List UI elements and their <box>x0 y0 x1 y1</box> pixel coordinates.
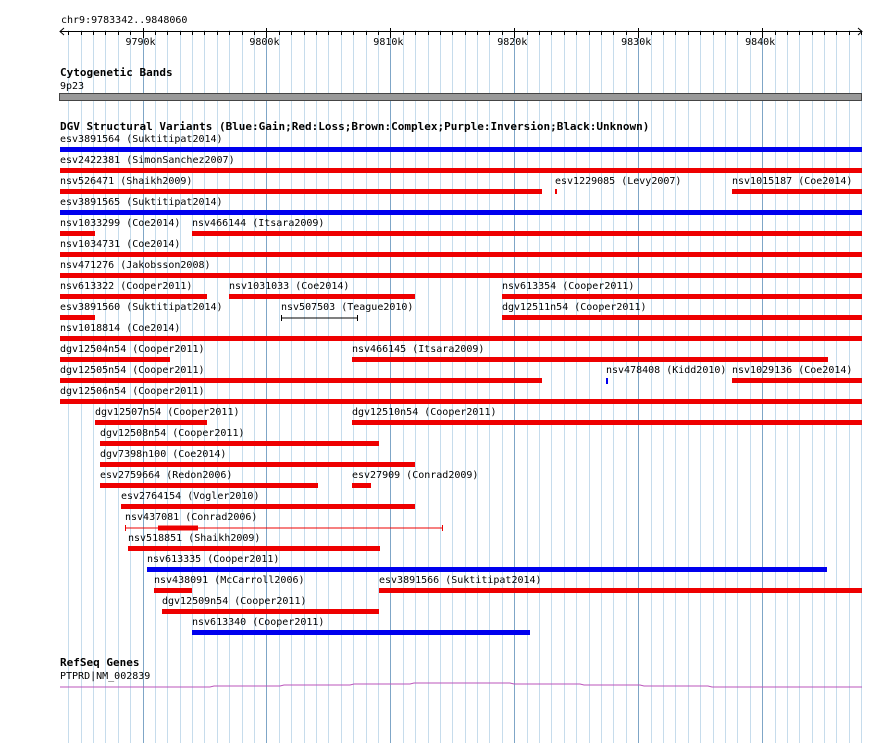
variant-label-nsv1018814[interactable]: nsv1018814 (Coe2014) <box>60 323 181 334</box>
variant-bar-esv3891564[interactable] <box>60 147 862 152</box>
ruler-tick-label: 9840k <box>745 37 776 48</box>
variant-bar-nsv613335[interactable] <box>147 567 827 572</box>
variant-bar-nsv1031033[interactable] <box>229 294 415 299</box>
cytoband-label: 9p23 <box>60 81 85 92</box>
ruler-tick-label: 9830k <box>621 37 652 48</box>
variant-bar-dgv12510n54[interactable] <box>352 420 862 425</box>
variant-label-nsv438091[interactable]: nsv438091 (McCarroll2006) <box>154 575 305 586</box>
gene-ptprd-line[interactable] <box>0 678 890 692</box>
variant-bar-dgv12504n54[interactable] <box>60 357 170 362</box>
variant-interval-nsv507503[interactable] <box>281 314 358 322</box>
variant-bar-nsv438091[interactable] <box>154 588 192 593</box>
variant-bar-nsv1029136[interactable] <box>732 378 862 383</box>
variant-label-nsv526471[interactable]: nsv526471 (Shaikh2009) <box>60 176 193 187</box>
variant-bar-esv2759664[interactable] <box>100 483 318 488</box>
variant-bar-dgv12509n54[interactable] <box>162 609 379 614</box>
variant-label-dgv12508n54[interactable]: dgv12508n54 (Cooper2011) <box>100 428 245 439</box>
variant-bar-dgv12506n54[interactable] <box>60 399 862 404</box>
variant-label-nsv613354[interactable]: nsv613354 (Cooper2011) <box>502 281 635 292</box>
dgv-track-title: DGV Structural Variants (Blue:Gain;Red:Loss;Brown:Complex;Purple:Inversion;Black:Unknown) <box>60 120 650 133</box>
variant-bar-esv3891565[interactable] <box>60 210 862 215</box>
variant-bar-nsv466145[interactable] <box>352 357 828 362</box>
variant-label-dgv12505n54[interactable]: dgv12505n54 (Cooper2011) <box>60 365 205 376</box>
variant-label-esv3891565[interactable]: esv3891565 (Suktitipat2014) <box>60 197 223 208</box>
variant-label-nsv1015187[interactable]: nsv1015187 (Coe2014) <box>732 176 853 187</box>
variant-label-esv2764154[interactable]: esv2764154 (Vogler2010) <box>121 491 260 502</box>
variant-label-dgv12506n54[interactable]: dgv12506n54 (Cooper2011) <box>60 386 205 397</box>
variant-bar-dgv12508n54[interactable] <box>100 441 379 446</box>
variant-label-nsv613322[interactable]: nsv613322 (Cooper2011) <box>60 281 193 292</box>
variant-label-dgv12504n54[interactable]: dgv12504n54 (Cooper2011) <box>60 344 205 355</box>
variant-label-esv2422381[interactable]: esv2422381 (SimonSanchez2007) <box>60 155 235 166</box>
variant-label-nsv1029136[interactable]: nsv1029136 (Coe2014) <box>732 365 853 376</box>
variant-label-esv3891564[interactable]: esv3891564 (Suktitipat2014) <box>60 134 223 145</box>
variant-bar-nsv437081[interactable] <box>125 524 443 532</box>
variant-bar-nsv471276[interactable] <box>60 273 862 278</box>
variant-bar-nsv526471[interactable] <box>60 189 542 194</box>
variant-bar-esv3891560[interactable] <box>60 315 95 320</box>
variant-label-esv1229085[interactable]: esv1229085 (Levy2007) <box>555 176 682 187</box>
ruler-tick-label: 9810k <box>373 37 404 48</box>
cytoband-track-title: Cytogenetic Bands <box>60 66 173 79</box>
variant-label-nsv471276[interactable]: nsv471276 (Jakobsson2008) <box>60 260 211 271</box>
variant-bar-nsv613340[interactable] <box>192 630 530 635</box>
variant-bar-nsv613322[interactable] <box>60 294 207 299</box>
variant-bar-nsv1034731[interactable] <box>60 252 862 257</box>
variant-label-esv2759664[interactable]: esv2759664 (Redon2006) <box>100 470 233 481</box>
variant-bar-esv2422381[interactable] <box>60 168 862 173</box>
ruler-tick-label: 9800k <box>249 37 280 48</box>
variant-label-nsv507503[interactable]: nsv507503 (Teague2010) <box>281 302 414 313</box>
refseq-gene-label: PTPRD|NM_002839 <box>60 671 151 682</box>
variant-label-dgv12511n54[interactable]: dgv12511n54 (Cooper2011) <box>502 302 647 313</box>
variant-bar-dgv7398n100[interactable] <box>100 462 415 467</box>
refseq-track-title: RefSeq Genes <box>60 656 140 669</box>
variant-label-nsv613340[interactable]: nsv613340 (Cooper2011) <box>192 617 325 628</box>
variant-bar-dgv12505n54[interactable] <box>60 378 542 383</box>
variant-bar-esv1229085[interactable] <box>555 189 557 194</box>
ruler-tick-label: 9790k <box>125 37 156 48</box>
variant-label-dgv7398n100[interactable]: dgv7398n100 (Coe2014) <box>100 449 227 460</box>
variant-label-nsv613335[interactable]: nsv613335 (Cooper2011) <box>147 554 280 565</box>
variant-label-nsv466145[interactable]: nsv466145 (Itsara2009) <box>352 344 485 355</box>
variant-bar-dgv12507n54[interactable] <box>95 420 207 425</box>
variant-label-esv27909[interactable]: esv27909 (Conrad2009) <box>352 470 479 481</box>
variant-label-nsv437081[interactable]: nsv437081 (Conrad2006) <box>125 512 258 523</box>
ruler-tick-label: 9820k <box>497 37 528 48</box>
variant-bar-esv2764154[interactable] <box>121 504 415 509</box>
variant-label-nsv1033299[interactable]: nsv1033299 (Coe2014) <box>60 218 181 229</box>
variant-bar-nsv1033299[interactable] <box>60 231 95 236</box>
variant-label-nsv1031033[interactable]: nsv1031033 (Coe2014) <box>229 281 350 292</box>
variant-label-dgv12507n54[interactable]: dgv12507n54 (Cooper2011) <box>95 407 240 418</box>
variant-bar-esv3891566[interactable] <box>379 588 862 593</box>
variant-bar-nsv518851[interactable] <box>128 546 380 551</box>
variant-bar-nsv466144[interactable] <box>192 231 862 236</box>
variant-bar-esv27909[interactable] <box>352 483 371 488</box>
cytoband-bar[interactable] <box>59 93 862 101</box>
variant-label-esv3891560[interactable]: esv3891560 (Suktitipat2014) <box>60 302 223 313</box>
variant-bar-dgv12511n54[interactable] <box>502 315 862 320</box>
variant-bar-nsv1018814[interactable] <box>60 336 862 341</box>
variant-bar-nsv478408[interactable] <box>606 378 608 384</box>
variant-label-nsv1034731[interactable]: nsv1034731 (Coe2014) <box>60 239 181 250</box>
variant-label-dgv12510n54[interactable]: dgv12510n54 (Cooper2011) <box>352 407 497 418</box>
variant-bar-nsv613354[interactable] <box>502 294 862 299</box>
variant-label-nsv518851[interactable]: nsv518851 (Shaikh2009) <box>128 533 261 544</box>
variant-label-nsv478408[interactable]: nsv478408 (Kidd2010) <box>606 365 727 376</box>
variant-label-nsv466144[interactable]: nsv466144 (Itsara2009) <box>192 218 325 229</box>
variant-label-esv3891566[interactable]: esv3891566 (Suktitipat2014) <box>379 575 542 586</box>
variant-label-dgv12509n54[interactable]: dgv12509n54 (Cooper2011) <box>162 596 307 607</box>
ruler <box>0 26 890 50</box>
locus-label: chr9:9783342..9848060 <box>61 15 188 26</box>
variant-bar-nsv1015187[interactable] <box>732 189 862 194</box>
